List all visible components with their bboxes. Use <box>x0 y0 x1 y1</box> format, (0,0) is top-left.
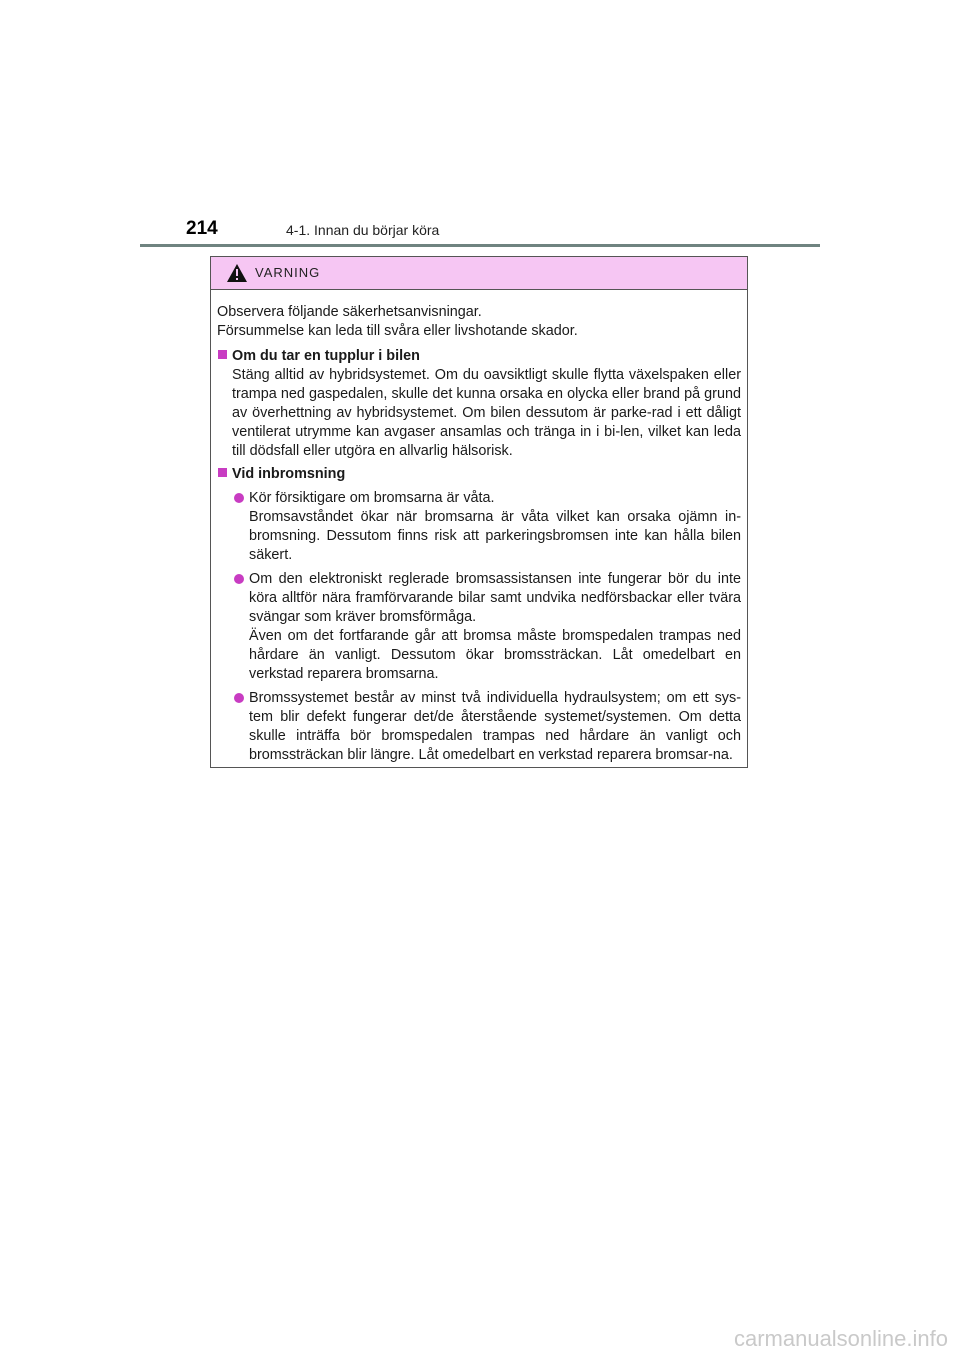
round-bullet-icon <box>234 693 244 703</box>
section-heading <box>217 347 741 366</box>
section-heading-text: Vid inbromsning <box>232 466 346 482</box>
bullet-item <box>234 689 741 765</box>
bullet-text <box>249 489 741 565</box>
warning-box <box>210 256 748 768</box>
bullet-item <box>234 570 741 684</box>
bullet-line: Kör försiktigare om bromsarna är våta. <box>249 490 495 506</box>
warning-label: VARNING <box>255 265 321 280</box>
section-heading-text: Om du tar en tupplur i bilen <box>232 348 420 364</box>
section-braking <box>217 465 741 765</box>
bullet-text <box>249 570 741 684</box>
watermark: carmanualsonline.info <box>733 1326 948 1351</box>
section-title: 4-1. Innan du börjar köra <box>286 222 440 238</box>
section-heading <box>217 465 741 484</box>
intro-line: Observera följande säkerhetsanvisningar. <box>217 304 482 320</box>
warning-header <box>211 257 747 290</box>
bullet-item <box>234 489 741 565</box>
square-bullet-icon <box>218 468 227 477</box>
square-bullet-icon <box>218 350 227 359</box>
round-bullet-icon <box>234 493 244 503</box>
bullet-line: Även om det fortfarande går att bromsa måste bromspedalen trampas ned hårdare än vanligt. Dessutom ökar bromssträckan. Låt omedelbart en verkstad reparera bromsarna. <box>249 628 741 682</box>
warning-body <box>211 290 747 765</box>
intro-line: Försummelse kan leda till svåra eller livshotande skador. <box>217 323 578 339</box>
warning-triangle-icon <box>226 263 248 283</box>
bullet-line: Bromsavståndet ökar när bromsarna är våta vilket kan orsaka ojämn in-bromsning. Dessutom finns risk att parkeringsbromsen inte kan hålla bilen säkert. <box>249 509 741 563</box>
header-rule <box>140 244 820 247</box>
bullet-line: Bromssystemet består av minst två individuella hydraulsystem; om ett sys-tem blir defekt fungerar det/de återstående systemet/systemen. Om detta skulle inträffa bör bromspedalen trampas ned hårdare än vanligt och bromssträckan blir längre. Låt omedelbart en verkstad reparera bromsar-na. <box>249 690 741 763</box>
bullet-text <box>249 689 741 765</box>
page-number: 214 <box>186 218 218 239</box>
page-header <box>140 214 820 248</box>
warning-intro <box>217 303 741 341</box>
round-bullet-icon <box>234 574 244 584</box>
bullet-line: Om den elektroniskt reglerade bromsassistansen inte fungerar bör du inte köra alltför nära framförvarande bilar samt undvika nedförsbackar eller tvära svängar som kräver bromsförmåga. <box>249 571 741 625</box>
section-nap <box>217 347 741 461</box>
section-paragraph: Stäng alltid av hybridsystemet. Om du oavsiktligt skulle flytta växelspaken eller trampa ned gaspedalen, skulle det kunna orsaka en olycka eller brand på grund av överhettning av hybridsystemet. Om bilen dessutom är parke-rad i ett dåligt ventilerat utrymme kan avgaser ansamlas och tränga in i bi-len, vilket kan leda till dödsfall eller utgöra en allvarlig hälsorisk. <box>232 367 741 459</box>
